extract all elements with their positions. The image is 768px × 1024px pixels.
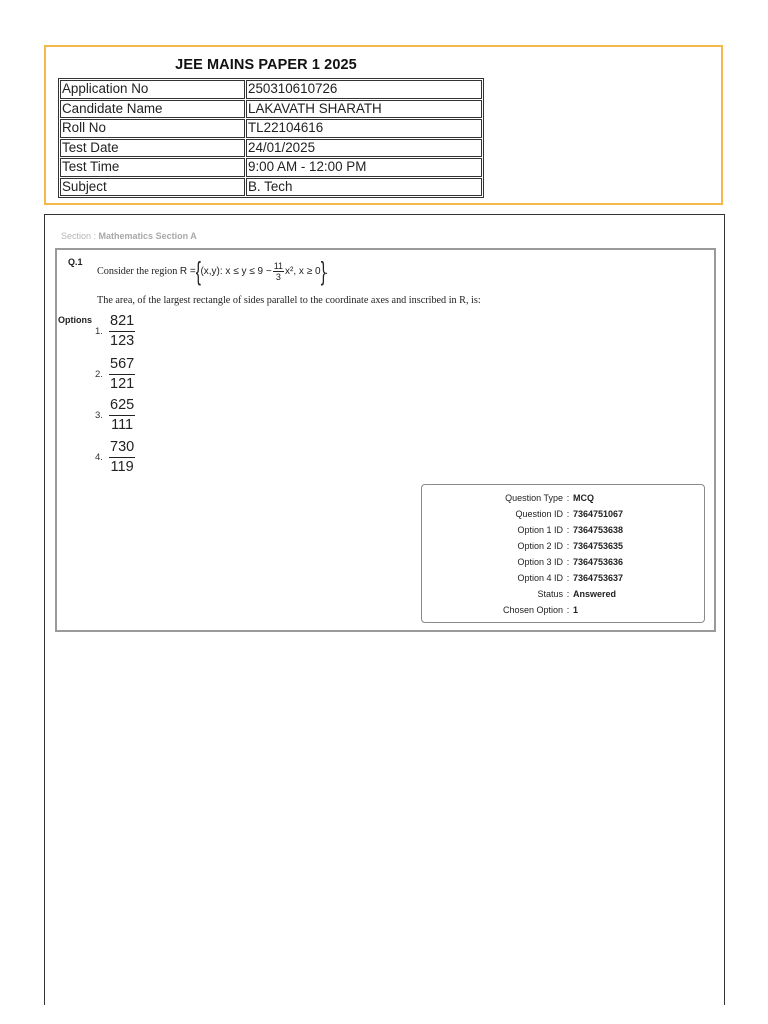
- left-brace-glyph: {: [195, 256, 201, 286]
- option-index: 2.: [95, 369, 103, 380]
- table-row: [60, 178, 482, 197]
- question-meta-panel: [421, 484, 705, 623]
- meta-value: 7364753638: [573, 525, 624, 535]
- table-row: [60, 119, 482, 138]
- option-denominator: 123: [110, 333, 135, 349]
- section-name: Mathematics Section A: [98, 231, 197, 241]
- meta-label: Option 4 ID: [517, 573, 563, 583]
- option-numerator: 821: [109, 313, 135, 332]
- section-prefix: Section :: [61, 231, 97, 241]
- info-label: Test Time: [60, 158, 245, 177]
- meta-label: Chosen Option: [502, 605, 563, 615]
- meta-value: 7364751067: [573, 509, 624, 519]
- meta-value: 7364753636: [573, 557, 624, 567]
- paper-title: JEE MAINS PAPER 1 2025: [175, 57, 357, 73]
- response-sheet: [44, 214, 725, 1005]
- info-value: B. Tech: [246, 178, 482, 197]
- meta-label: Question ID: [515, 509, 563, 519]
- option-numerator: 567: [109, 356, 135, 375]
- option-index: 3.: [95, 410, 103, 421]
- region-tail: x², x ≥ 0: [285, 265, 321, 277]
- option-fraction: [109, 439, 135, 476]
- fraction-denominator: 3: [275, 271, 281, 282]
- option-numerator: 625: [109, 397, 135, 416]
- right-brace-glyph: }: [320, 256, 326, 286]
- question-text: The area, of the largest rectangle of sides parallel to the coordinate axes and inscribed in R, is:: [97, 295, 481, 306]
- info-label: Test Date: [60, 139, 245, 158]
- option-3: [95, 397, 135, 434]
- meta-value: MCQ: [573, 493, 594, 503]
- meta-row: Option 3 ID : 7364753636: [422, 557, 704, 567]
- fraction-numerator: 11: [273, 260, 284, 271]
- meta-label: Status: [537, 589, 563, 599]
- info-value: LAKAVATH SHARATH: [246, 100, 482, 119]
- meta-value: 7364753637: [573, 573, 624, 583]
- meta-value: 1: [573, 605, 579, 615]
- meta-row: Question Type : MCQ: [422, 493, 704, 503]
- option-numerator: 730: [109, 439, 135, 458]
- meta-row: Option 1 ID : 7364753638: [422, 525, 704, 535]
- region-fraction: [273, 261, 284, 282]
- table-row: [60, 158, 482, 177]
- statement-period: .: [325, 265, 328, 277]
- info-value: 9:00 AM - 12:00 PM: [246, 158, 482, 177]
- option-denominator: 111: [111, 417, 134, 433]
- meta-label: Option 1 ID: [517, 525, 563, 535]
- option-2: [95, 356, 135, 393]
- option-denominator: 121: [110, 376, 135, 392]
- meta-value: Answered: [573, 589, 617, 599]
- option-1: [95, 313, 135, 350]
- info-label: Application No: [60, 80, 245, 99]
- info-label: Roll No: [60, 119, 245, 138]
- meta-label: Option 2 ID: [517, 541, 563, 551]
- table-row: [60, 80, 482, 99]
- meta-row: Option 4 ID : 7364753637: [422, 573, 704, 583]
- question-statement: [97, 256, 328, 286]
- options-label: Options: [58, 315, 92, 325]
- meta-value: 7364753635: [573, 541, 624, 551]
- info-label: Subject: [60, 178, 245, 197]
- info-value: TL22104616: [246, 119, 482, 138]
- candidate-info-table: [58, 78, 484, 198]
- question-number: Q.1: [68, 257, 83, 267]
- candidate-info-panel: [44, 45, 723, 205]
- info-value: 250310610726: [246, 80, 482, 99]
- option-index: 1.: [95, 326, 103, 337]
- info-value: 24/01/2025: [246, 139, 482, 158]
- option-fraction: [109, 313, 135, 350]
- meta-label: Question Type: [505, 493, 563, 503]
- region-body: (x,y): x ≤ y ≤ 9 −: [200, 265, 272, 277]
- option-index: 4.: [95, 452, 103, 463]
- option-fraction: [109, 356, 135, 393]
- region-expression: [180, 258, 325, 284]
- meta-row: Chosen Option : 1: [422, 605, 704, 615]
- question-intro: Consider the region: [97, 265, 178, 277]
- info-label: Candidate Name: [60, 100, 245, 119]
- option-denominator: 119: [110, 459, 134, 475]
- option-4: [95, 439, 135, 476]
- table-row: [60, 100, 482, 119]
- question-panel: [55, 248, 716, 632]
- meta-row: Status : Answered: [422, 589, 704, 599]
- table-row: [60, 139, 482, 158]
- option-fraction: [109, 397, 135, 434]
- section-label: [61, 231, 197, 241]
- meta-row: Option 2 ID : 7364753635: [422, 541, 704, 551]
- meta-row: Question ID : 7364751067: [422, 509, 704, 519]
- meta-label: Option 3 ID: [517, 557, 563, 567]
- region-lhs: R =: [179, 265, 196, 277]
